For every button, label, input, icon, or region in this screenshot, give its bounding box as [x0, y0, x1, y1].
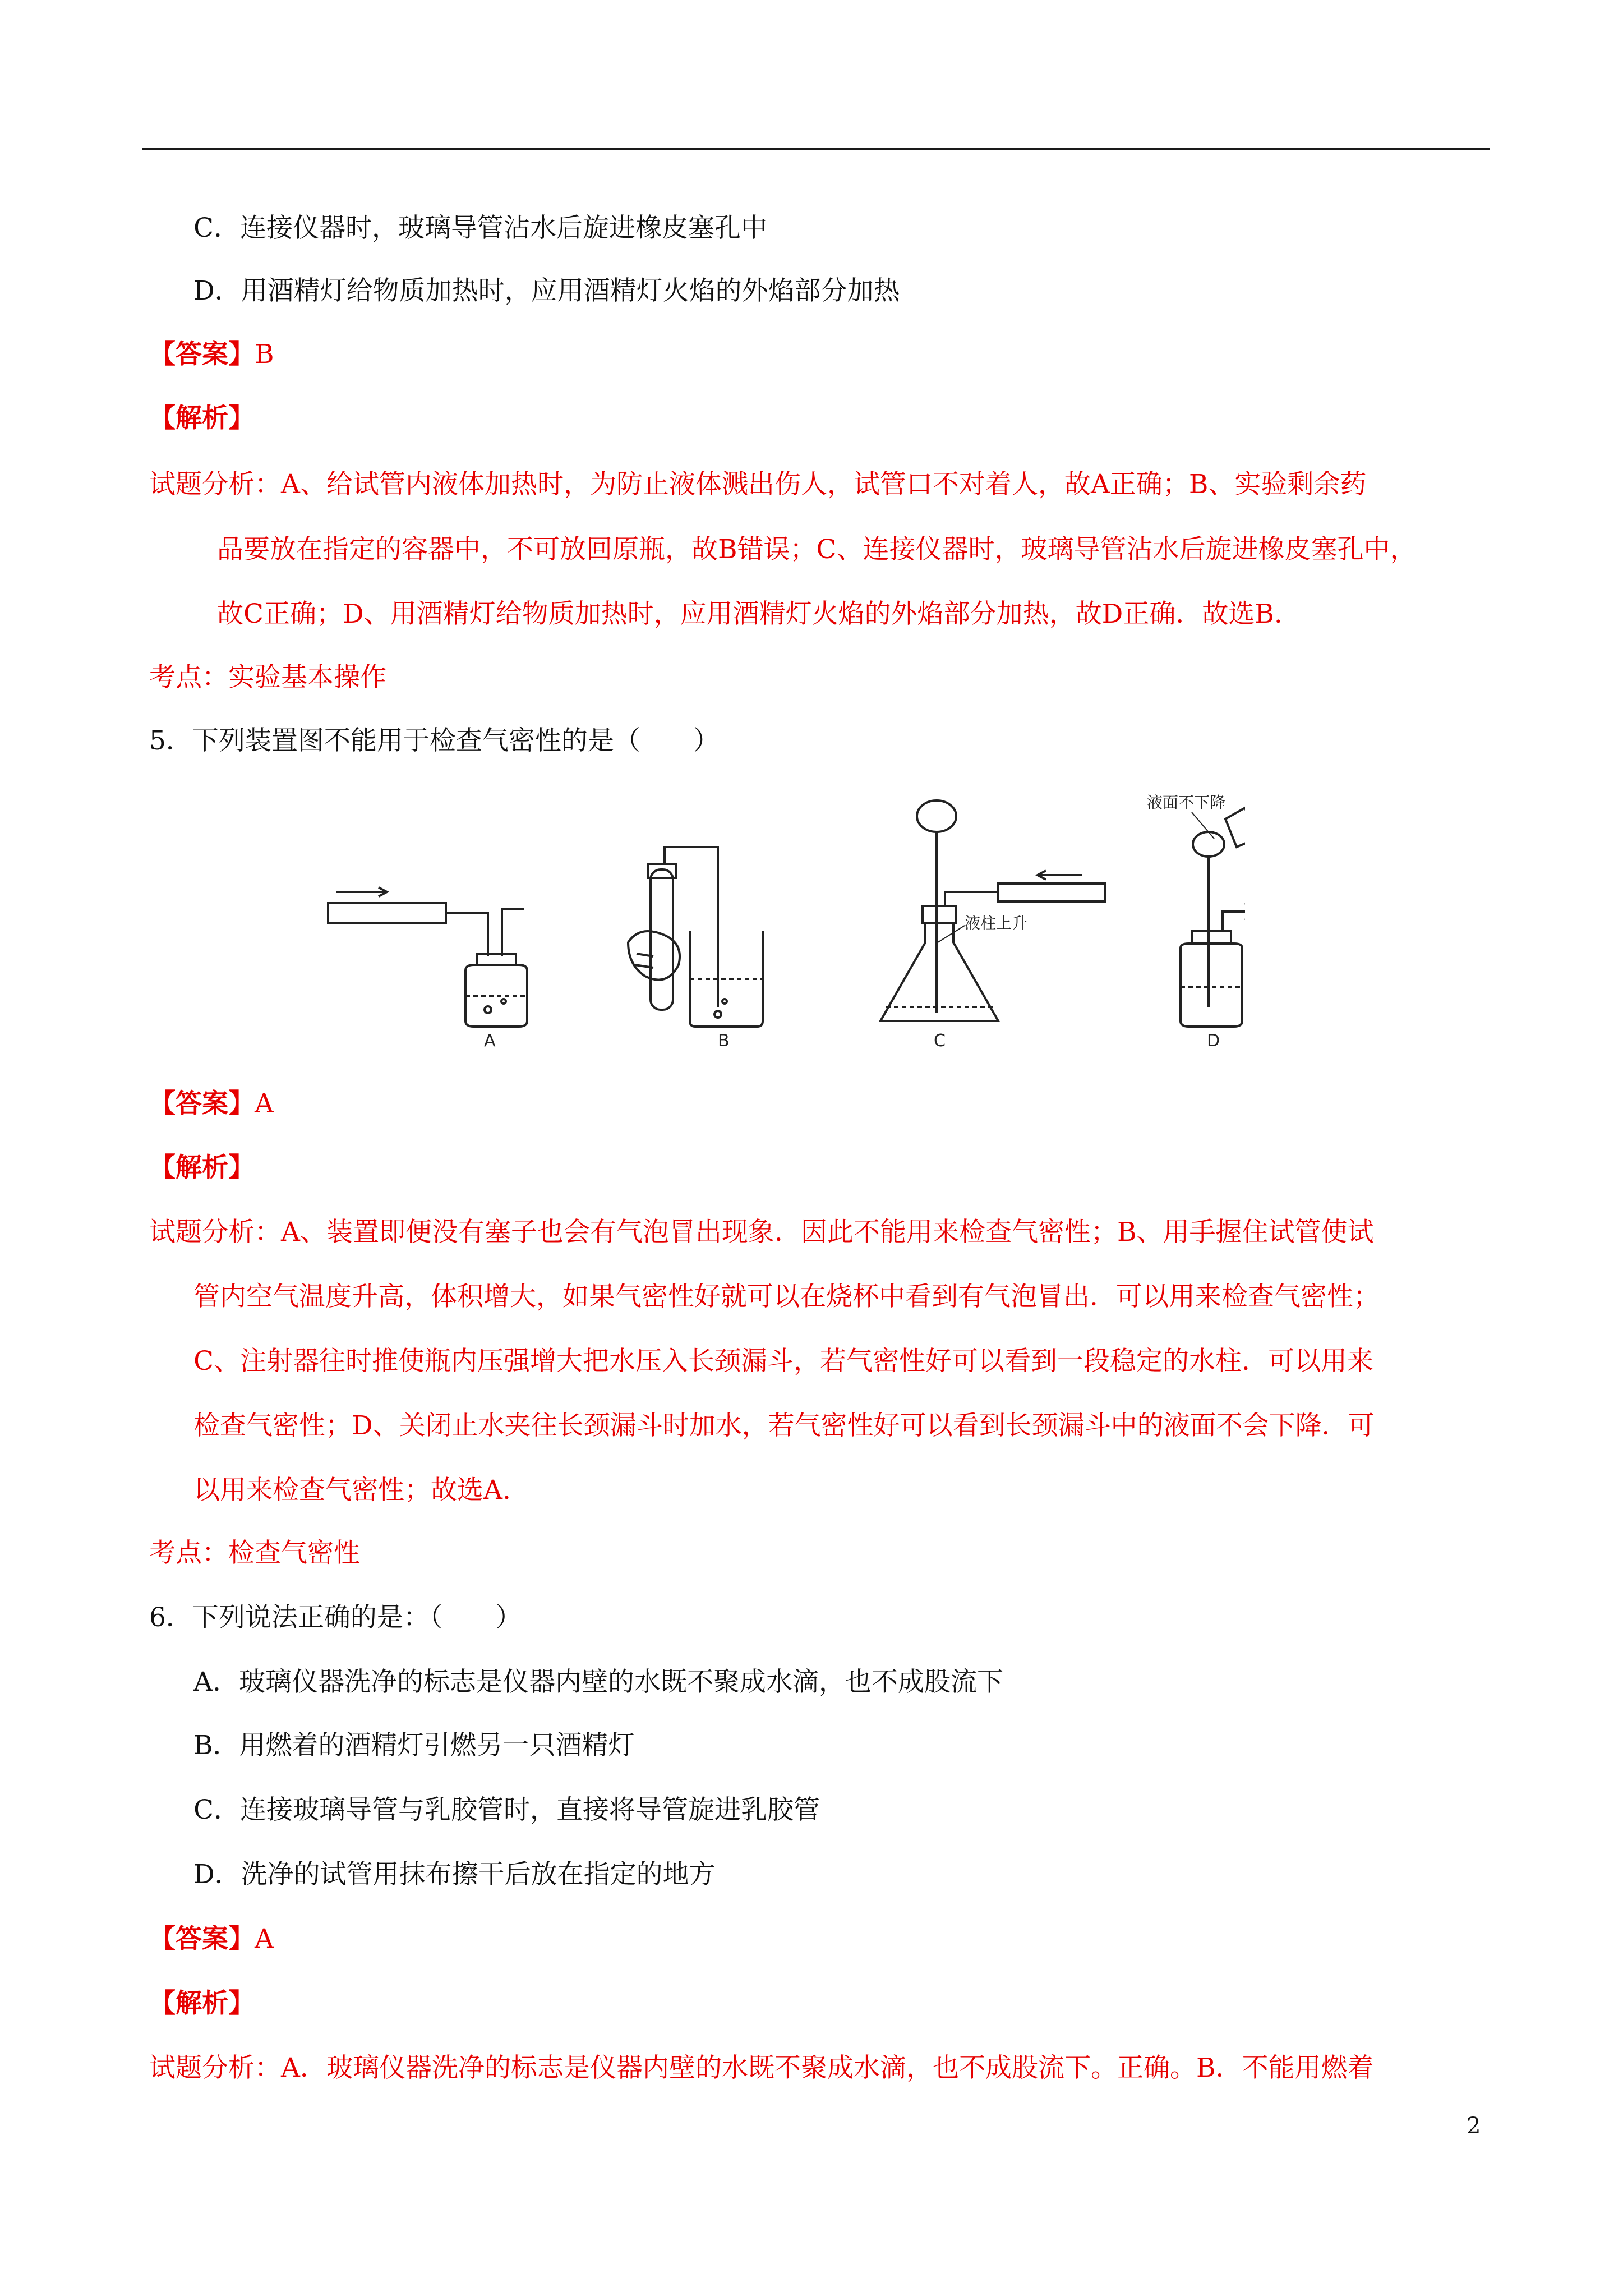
q4-option-c: C．连接仪器时，玻璃导管沾水后旋进橡皮塞孔中: [193, 213, 767, 243]
q4-analysis-label: 【解析】: [149, 403, 255, 434]
bottle-icon: [1181, 944, 1242, 1027]
q6-analysis-label: 【解析】: [149, 1988, 255, 2019]
q5-analysis-label: 【解析】: [149, 1152, 255, 1183]
syringe-icon: [328, 903, 446, 923]
label-a: A: [484, 1031, 496, 1049]
q6-option-a: A．玻璃仪器洗净的标志是仪器内壁的水既不聚成水滴，也不成股流下: [193, 1667, 1003, 1697]
answer-label: 【答案】: [149, 1924, 255, 1954]
q5-analysis-line: 管内空气温度升高，体积增大，如果气密性好就可以在烧杯中看到有气泡冒出．可以用来检查气密性；: [193, 1281, 1380, 1312]
apparatus-d: [1147, 793, 1245, 1049]
test-tube-icon: [651, 869, 673, 1010]
apparatus-a: [328, 887, 527, 1049]
label-c: C: [934, 1031, 946, 1049]
q5-analysis-line: 以用来检查气密性；故选A.: [193, 1475, 511, 1506]
q5-stem: 5．下列装置图不能用于检查气密性的是（ ）: [149, 725, 720, 756]
apparatus-c: [880, 800, 1105, 1049]
q4-analysis-line: 品要放在指定的容器中，不可放回原瓶，故B错误；C、连接仪器时，玻璃导管沾水后旋进橡皮塞孔中，: [217, 534, 1417, 565]
stopper-icon: [1192, 931, 1231, 944]
header-rule: [142, 148, 1490, 150]
q6-option-d: D．洗净的试管用抹布擦干后放在指定的地方: [193, 1859, 716, 1890]
q6-option-c: C．连接玻璃导管与乳胶管时，直接将导管旋进乳胶管: [193, 1795, 820, 1825]
label-d: D: [1207, 1031, 1220, 1049]
answer-value: A: [255, 1088, 274, 1119]
syringe-icon: [998, 884, 1105, 901]
funnel-icon: [1193, 832, 1224, 857]
q6-analysis-line: 试题分析：A．玻璃仪器洗净的标志是仪器内壁的水既不聚成水滴，也不成股流下。正确。B．不能用燃着: [149, 2053, 1374, 2083]
page-number: 2: [1467, 2113, 1481, 2139]
q4-analysis-line: 故C正确；D、用酒精灯给物质加热时，应用酒精灯火焰的外焰部分加热，故D正确．故选B.: [217, 599, 1283, 629]
annotation-d: 液面不下降: [1147, 793, 1226, 812]
answer-value: B: [255, 339, 274, 370]
q4-kaodian: 考点：实验基本操作: [149, 662, 386, 693]
beaker-icon: [1225, 808, 1245, 847]
q5-analysis-line: C、注射器往时推使瓶内压强增大把水压入长颈漏斗，若气密性好可以看到一段稳定的水柱．可以用来: [193, 1346, 1373, 1377]
q5-kaodian: 考点：检查气密性: [149, 1538, 360, 1568]
q6-option-b: B．用燃着的酒精灯引燃另一只酒精灯: [193, 1730, 635, 1761]
answer-value: A: [255, 1924, 274, 1954]
annotation-c: 液柱上升: [965, 914, 1028, 932]
q6-stem: 6．下列说法正确的是：（ ）: [149, 1602, 522, 1633]
q5-apparatus-figure: [325, 785, 1245, 1049]
stopper-icon: [923, 906, 956, 923]
q5-analysis-line: 试题分析：A、装置即便没有塞子也会有气泡冒出现象．因此不能用来检查气密性；B、用手握住试管使试: [149, 1217, 1374, 1248]
q4-option-d: D．用酒精灯给物质加热时，应用酒精灯火焰的外焰部分加热: [193, 275, 900, 306]
funnel-icon: [917, 800, 956, 832]
q4-answer: [149, 337, 274, 372]
q4-analysis-line: 试题分析：A、给试管内液体加热时，为防止液体溅出伤人，试管口不对着人，故A正确；B、实验剩余药: [149, 469, 1367, 500]
label-b: B: [718, 1031, 730, 1049]
stopper-icon: [477, 954, 516, 965]
answer-label: 【答案】: [149, 339, 255, 370]
q5-analysis-line: 检查气密性；D、关闭止水夹往长颈漏斗时加水，若气密性好可以看到长颈漏斗中的液面不会下降．可: [193, 1410, 1375, 1441]
q5-answer: [149, 1086, 274, 1122]
q6-answer: [149, 1921, 274, 1957]
apparatus-b: [628, 847, 763, 1049]
answer-label: 【答案】: [149, 1088, 255, 1119]
